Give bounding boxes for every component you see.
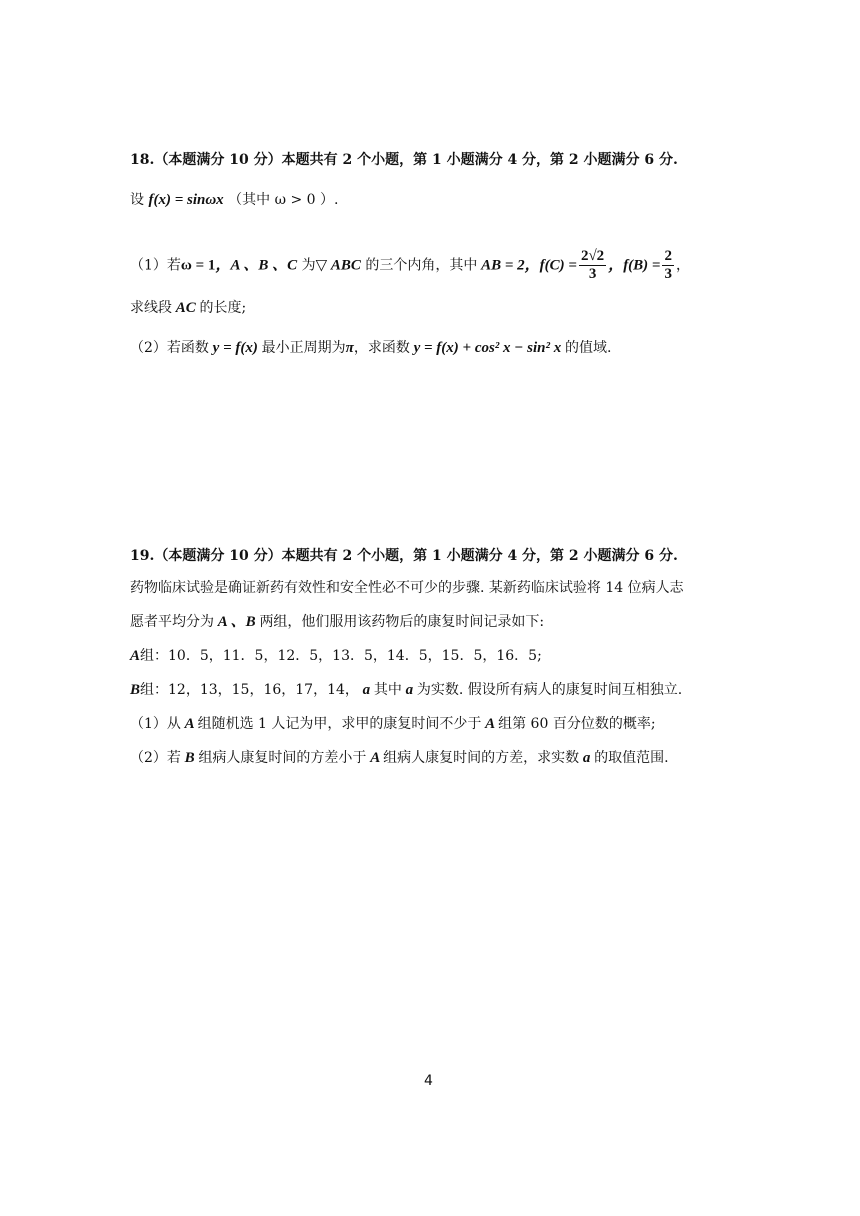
q19-intro-line2 [130,612,544,632]
q19-p1-c: 组第 60 百分位数的概率; [498,716,656,732]
q18-p1-fc-denominator: 3 [588,266,597,282]
q18-p1-triangle: ▽ ABC [315,257,361,274]
q19-group-a-data: 组：10．5，11．5，12．5，13．5，14．5，15．5，16．5; [140,648,542,664]
q18-p1-fb-denominator: 3 [664,266,672,282]
q19-intro-line1: 药物临床试验是确证新药有效性和安全性必不可少的步骤. 某新药临床试验将 14 位病人志 [130,580,684,596]
q19-group-b-label: B [130,682,141,698]
q18-p2-a: （2）若函数 [130,340,209,356]
q19-p2-b: 组病人康复时间的方差小于 [198,750,367,766]
q19-part1 [130,714,656,734]
q18-function-formula: f(x) = sinωx [148,192,224,208]
q19-intro2-b: 两组，他们服用该药物后的康复时间记录如下: [259,614,545,630]
q18-p1-line2-a: 求线段 [130,300,172,316]
q18-p1-ac: AC [172,300,200,316]
q18-p1-fc: ，f(C) = [524,257,577,274]
q18-p2-y: y = f(x) [208,340,262,356]
q18-header: 18.（本题满分 10 分）本题共有 2 个小题，第 1 小题满分 4 分，第 2 小题满分 6 分. [130,152,678,168]
q18-set-text: 设 [130,192,144,208]
q19-p1-a: （1）从 [130,716,181,732]
q19-p2-a: （2）若 [130,750,181,766]
q19-group-b-a2: a [401,682,417,698]
q18-p2-expr: y = f(x) + cos² x − sin² x [409,340,565,356]
q19-group-b-mid: 其中 [373,682,402,698]
q18-p1-fb-fraction [662,248,674,283]
q19-p2-av: a [579,750,595,766]
q19-group-b-data: 组：12，13，15，16，17，14， [140,682,359,698]
page-number: 4 [424,1073,433,1089]
q19-group-a-label: A [130,648,141,664]
q19-group-b-end: 为实数. 假设所有病人的康复时间互相独立. [416,682,683,698]
q18-p1-fb-numerator: 2 [664,248,672,264]
q18-part2 [130,338,611,358]
q18-p2-d: 的值域. [565,340,612,356]
q19-group-a [130,646,542,666]
q18-condition: （其中 ω > 0 ）. [228,192,339,208]
q18-p2-c: ，求函数 [353,340,410,356]
q18-p1-mid: 为 [297,257,316,274]
q19-p2-d: 的取值范围. [594,750,669,766]
q19-p1-b: 组随机选 1 人记为甲，求甲的康复时间不少于 [197,716,482,732]
q18-p2-pi: π [345,340,354,356]
q19-part2 [130,748,669,768]
q18-p1-ab: AB = 2 [477,257,525,274]
q19-p2-A: A [366,750,384,766]
q19-p1-A: A [180,716,198,732]
q18-part1 [130,248,690,283]
q18-p1-fc-fraction [579,248,606,283]
q19-p2-c: 组病人康复时间的方差，求实数 [383,750,580,766]
q19-intro2-a: 愿者平均分为 [130,614,214,630]
q18-p1-fc-numerator: 2√2 [580,248,605,264]
q18-part1-line2 [130,298,246,318]
q19-group-b-a: a [358,682,374,698]
q18-p1-vars: ，A 、B 、C [215,257,298,274]
q18-p2-b: 最小正周期为 [261,340,346,356]
q18-p1-prefix: （1）若 [130,257,181,274]
q19-p1-A2: A [481,716,499,732]
q18-p1-mid2: 的三个内角，其中 [360,257,478,274]
q18-p1-line2-b: 的长度; [199,300,247,316]
q19-group-b [130,680,682,700]
q18-p1-fb: ，f(B) = [608,257,661,274]
q18-p1-omega: ω = 1 [180,257,216,274]
q19-header: 19.（本题满分 10 分）本题共有 2 个小题，第 1 小题满分 4 分，第 2 小题满分 6 分. [130,548,678,564]
q19-p2-B: B [180,750,199,766]
q18-definition [130,190,338,210]
q18-p1-end: ， [675,257,690,274]
q19-intro2-ab: A 、B [214,614,260,630]
